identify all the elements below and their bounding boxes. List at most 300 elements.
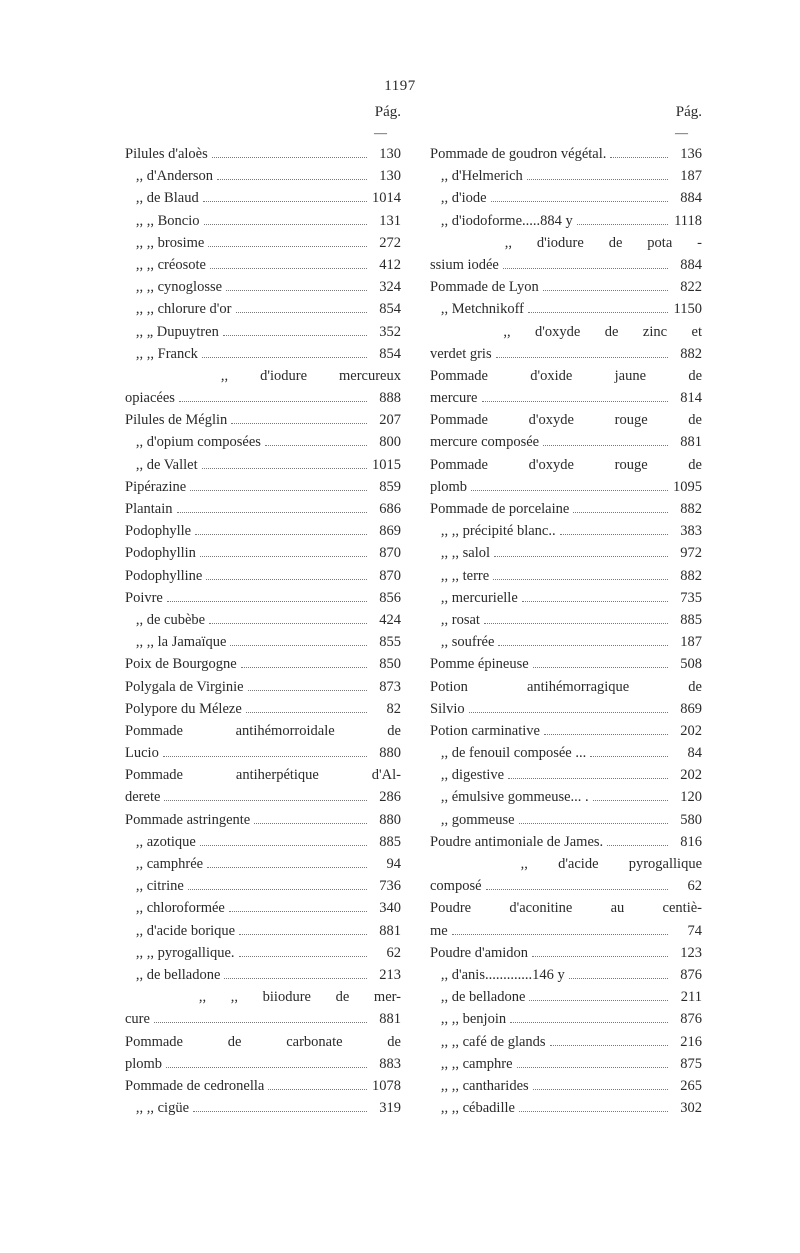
dot-leader [493, 579, 668, 580]
entry-label: ,, soufrée [430, 634, 495, 651]
index-entry [125, 989, 401, 1011]
index-entry [125, 412, 401, 434]
entry-page-number: 123 [680, 944, 702, 961]
index-entry [430, 279, 702, 301]
entry-label: ,, d'anis.............146 y [430, 966, 565, 983]
index-entry [430, 501, 702, 523]
dot-leader [510, 1022, 668, 1023]
entry-page-number: 131 [379, 212, 401, 229]
entry-page-number: 580 [680, 811, 702, 828]
index-entry [430, 390, 702, 412]
index-entry [125, 878, 401, 900]
entry-label: Potion carminative [430, 722, 540, 739]
right-column [430, 104, 702, 1122]
entry-page-number: 884 [680, 256, 702, 273]
entry-label: ssium iodée [430, 256, 499, 273]
entry-page-number: 84 [687, 745, 702, 762]
right-column-header: Pág. [675, 104, 702, 120]
entry-page-number: 130 [379, 146, 401, 162]
entry-page-number: 202 [680, 767, 702, 784]
dot-leader [593, 800, 668, 801]
entry-page-number: 286 [379, 789, 401, 806]
index-entry [430, 767, 702, 789]
dot-leader [231, 423, 367, 424]
entry-label: verdet gris [430, 345, 492, 362]
index-entry [430, 324, 702, 346]
entry-page-number: 130 [379, 168, 401, 185]
right-entry-list [430, 146, 702, 1122]
left-entry-list [125, 146, 401, 1122]
dot-leader [167, 601, 367, 602]
index-entry [430, 190, 702, 212]
dot-leader [195, 534, 367, 535]
dot-leader [212, 157, 367, 158]
entry-page-number: 885 [379, 833, 401, 850]
entry-page-number: 213 [379, 966, 401, 983]
index-entry [125, 701, 401, 723]
index-entry [125, 213, 401, 235]
index-entry [430, 1011, 702, 1033]
index-entry [125, 257, 401, 279]
entry-label: Pilules de Méglin [125, 412, 228, 429]
entry-label: ,, ,, brosime [125, 234, 205, 251]
entry-page-number: 881 [379, 922, 401, 939]
entry-label: ,, émulsive gommeuse... . [430, 789, 589, 806]
entry-label: ,, d'acide borique [125, 922, 236, 939]
entry-page-number: 62 [386, 944, 401, 961]
index-entry [430, 457, 702, 479]
entry-label: Pommade astringente [125, 811, 251, 828]
dot-leader [573, 512, 668, 513]
entry-page-number: 876 [680, 966, 702, 983]
dot-leader [193, 1111, 367, 1112]
dot-leader [532, 956, 668, 957]
entry-page-number: 882 [680, 567, 702, 584]
entry-label: Poudre antimoniale de James. [430, 833, 604, 850]
entry-label: ,, d'iodure mercureux [125, 367, 401, 384]
dot-leader [268, 1089, 367, 1090]
index-entry [125, 190, 401, 212]
dot-leader [471, 490, 668, 491]
entry-label: ,, ,, camphre [430, 1055, 513, 1072]
index-entry [125, 634, 401, 656]
dot-leader [200, 845, 367, 846]
index-entry [430, 146, 702, 168]
entry-page-number: 211 [680, 989, 702, 1006]
dot-leader [206, 579, 367, 580]
dot-leader [210, 268, 367, 269]
entry-label: ,, ,, café de glands [430, 1033, 546, 1050]
entry-page-number: 686 [379, 501, 401, 517]
entry-label: me [430, 922, 448, 939]
index-entry [430, 479, 702, 501]
entry-label: ,, chloroformée [125, 900, 225, 917]
entry-label: ,, d'Anderson [125, 168, 213, 185]
entry-page-number: 424 [379, 611, 401, 628]
entry-label: ,, ,, biiodure de mer- [125, 989, 401, 1006]
index-entry [430, 834, 702, 856]
index-entry [430, 989, 702, 1011]
entry-label: ,, ,, la Jamaïque [125, 634, 227, 651]
dot-leader [496, 357, 668, 358]
index-entry [430, 656, 702, 678]
entry-page-number: 352 [379, 323, 401, 340]
dot-leader [533, 667, 668, 668]
index-entry [125, 168, 401, 190]
dot-leader [491, 201, 668, 202]
entry-page-number: 885 [680, 611, 702, 628]
entry-page-number: 736 [379, 878, 401, 895]
entry-label: mercure [430, 390, 478, 407]
index-entry [125, 368, 401, 390]
entry-label: Pomme épineuse [430, 656, 529, 673]
entry-page-number: 882 [680, 501, 702, 517]
dot-leader [610, 157, 668, 158]
entry-label: opiacées [125, 390, 175, 407]
dot-leader [550, 1045, 668, 1046]
dot-leader [529, 1000, 668, 1001]
dot-leader [163, 756, 367, 757]
entry-page-number: 265 [680, 1077, 702, 1094]
entry-label: ,, digestive [430, 767, 505, 784]
index-entry [125, 923, 401, 945]
dot-leader [519, 823, 668, 824]
entry-label: Polypore du Méleze [125, 700, 242, 717]
index-entry [125, 679, 401, 701]
index-entry [430, 723, 702, 745]
dot-leader [503, 268, 668, 269]
dot-leader [484, 623, 668, 624]
index-entry [430, 945, 702, 967]
index-entry [125, 789, 401, 811]
entry-label: Poudre d'amidon [430, 944, 529, 961]
entry-page-number: 855 [379, 634, 401, 651]
index-entry [125, 767, 401, 789]
dot-leader [200, 556, 367, 557]
entry-page-number: 120 [680, 789, 702, 806]
entry-page-number: 875 [680, 1055, 702, 1072]
entry-page-number: 876 [680, 1011, 702, 1028]
index-entry [430, 412, 702, 434]
entry-label: ,, ,, cantharides [430, 1077, 529, 1094]
index-entry [430, 679, 702, 701]
entry-label: ,, azotique [125, 833, 196, 850]
entry-page-number: 62 [687, 878, 702, 895]
index-entry [125, 545, 401, 567]
index-entry [125, 856, 401, 878]
dot-leader [254, 823, 367, 824]
entry-page-number: 1150 [673, 301, 702, 318]
index-entry [125, 235, 401, 257]
entry-page-number: 187 [680, 168, 702, 185]
index-entry [430, 346, 702, 368]
entry-page-number: 814 [680, 390, 702, 407]
dot-leader [239, 956, 367, 957]
dot-leader [577, 224, 668, 225]
entry-label: Pommade de porcelaine [430, 501, 570, 517]
index-entry [430, 923, 702, 945]
index-entry [125, 568, 401, 590]
index-entry [430, 590, 702, 612]
entry-page-number: 735 [680, 589, 702, 606]
entry-label: Pilules d'aloès [125, 146, 208, 162]
index-entry [125, 523, 401, 545]
entry-page-number: 1095 [673, 478, 702, 495]
entry-label: ,, ,, Franck [125, 345, 198, 362]
entry-page-number: 1015 [372, 456, 401, 473]
dot-leader [177, 512, 367, 513]
index-entry [125, 812, 401, 834]
entry-label: ,, „ Dupuytren [125, 323, 219, 340]
entry-label: ,, ,, cigüe [125, 1100, 190, 1117]
entry-page-number: 207 [379, 412, 401, 429]
entry-page-number: 888 [379, 390, 401, 407]
index-entry [125, 1100, 401, 1122]
index-entry [430, 1034, 702, 1056]
index-entry [430, 701, 702, 723]
dot-leader [248, 690, 367, 691]
entry-label: ,, ,, Boncio [125, 212, 200, 229]
entry-label: Pommade d'oxide jaune de [430, 367, 702, 384]
dot-leader [482, 401, 669, 402]
index-entry [430, 789, 702, 811]
entry-page-number: 870 [379, 567, 401, 584]
dot-leader [209, 623, 367, 624]
page-number: 1197 [384, 78, 416, 94]
index-entry [125, 301, 401, 323]
index-entry [125, 479, 401, 501]
entry-page-number: 412 [379, 256, 401, 273]
dot-leader [246, 712, 367, 713]
entry-label: Pipérazine [125, 478, 187, 495]
entry-label: Pommade antiherpétique d'Al- [125, 767, 401, 784]
dot-leader [452, 934, 668, 935]
index-entry [430, 168, 702, 190]
entry-label: ,, d'Helmerich [430, 168, 523, 185]
entry-label: Podophyllin [125, 545, 196, 562]
entry-page-number: 319 [379, 1100, 401, 1117]
entry-label: ,, ,, pyrogallique. [125, 944, 235, 961]
dot-leader [224, 978, 367, 979]
entry-page-number: 508 [680, 656, 702, 673]
entry-label: ,, gommeuse [430, 811, 515, 828]
index-entry [125, 434, 401, 456]
index-entry [430, 545, 702, 567]
entry-page-number: 884 [680, 190, 702, 207]
entry-label: Pommade de cedronella [125, 1077, 265, 1094]
dot-leader [527, 179, 668, 180]
dot-leader [533, 1089, 668, 1090]
entry-page-number: 881 [680, 434, 702, 451]
index-entry [125, 1034, 401, 1056]
entry-label: cure [125, 1011, 150, 1028]
entry-page-number: 202 [680, 722, 702, 739]
index-entry [430, 235, 702, 257]
entry-page-number: 816 [680, 833, 702, 850]
entry-label: Pommade de goudron végétal. [430, 146, 607, 162]
dot-leader [208, 246, 367, 247]
index-entry [125, 279, 401, 301]
entry-label: ,, citrine [125, 878, 184, 895]
dot-leader [522, 601, 668, 602]
index-entry [430, 878, 702, 900]
entry-label: Plantain [125, 501, 173, 517]
index-entry [430, 967, 702, 989]
entry-label: ,, mercurielle [430, 589, 518, 606]
entry-label: Pommade antihémorroidale de [125, 722, 401, 739]
entry-page-number: 881 [379, 1011, 401, 1028]
dot-leader [202, 468, 367, 469]
index-entry [125, 1078, 401, 1100]
dot-leader [179, 401, 367, 402]
dot-leader [229, 911, 367, 912]
index-entry [125, 590, 401, 612]
index-entry [430, 856, 702, 878]
entry-label: Silvio [430, 700, 465, 717]
entry-label: mercure composée [430, 434, 540, 451]
left-column [125, 104, 401, 1122]
entry-label: ,, de fenouil composée ... [430, 745, 587, 762]
entry-page-number: 82 [386, 700, 401, 717]
dot-leader [486, 889, 668, 890]
index-entry [430, 745, 702, 767]
dot-leader [188, 889, 367, 890]
entry-label: ,, ,, salol [430, 545, 491, 562]
dot-leader [166, 1067, 367, 1068]
dot-leader [560, 534, 668, 535]
entry-label: Pommade de Lyon [430, 279, 539, 296]
entry-label: Pommade d'oxyde rouge de [430, 412, 702, 429]
entry-page-number: 74 [687, 922, 702, 939]
entry-page-number: 856 [379, 589, 401, 606]
entry-page-number: 869 [680, 700, 702, 717]
entry-page-number: 822 [680, 279, 702, 296]
entry-label: ,, d'iode [430, 190, 487, 207]
dot-leader [508, 778, 668, 779]
index-entry [430, 900, 702, 922]
entry-label: ,, Metchnikoff [430, 301, 524, 318]
index-entry [430, 634, 702, 656]
index-entry [430, 368, 702, 390]
index-entry [125, 457, 401, 479]
entry-page-number: 880 [379, 745, 401, 762]
dot-leader [154, 1022, 367, 1023]
entry-label: ,, ,, chlorure d'or [125, 301, 232, 318]
index-entry [125, 1056, 401, 1078]
entry-label: Podophylle [125, 523, 192, 540]
entry-page-number: 882 [680, 345, 702, 362]
entry-page-number: 880 [379, 811, 401, 828]
entry-label: ,, ,, terre [430, 567, 490, 584]
left-column-header: Pág. [374, 104, 401, 120]
dot-leader [217, 179, 367, 180]
dot-leader [498, 645, 668, 646]
dot-leader [543, 445, 668, 446]
dot-leader [202, 357, 367, 358]
entry-label: ,, ,, cébadille [430, 1100, 515, 1117]
entry-label: plomb [430, 478, 468, 495]
dot-leader [528, 312, 668, 313]
index-entry [125, 745, 401, 767]
index-entry [125, 900, 401, 922]
entry-page-number: 883 [379, 1055, 401, 1072]
dot-leader [517, 1067, 668, 1068]
index-entry [430, 612, 702, 634]
entry-label: ,, d'oxyde de zinc et [430, 323, 702, 340]
index-entry [430, 568, 702, 590]
entry-page-number: 869 [379, 523, 401, 540]
entry-label: Lucio [125, 745, 159, 762]
index-entry [125, 346, 401, 368]
dot-leader [236, 312, 368, 313]
entry-label: composé [430, 878, 482, 895]
entry-page-number: 850 [379, 656, 401, 673]
index-entry [430, 1078, 702, 1100]
index-entry [125, 967, 401, 989]
entry-label: Poix de Bourgogne [125, 656, 237, 673]
entry-page-number: 972 [680, 545, 702, 562]
dot-leader [207, 867, 367, 868]
dot-leader [543, 290, 668, 291]
entry-label: plomb [125, 1055, 163, 1072]
dot-leader [544, 734, 668, 735]
entry-page-number: 324 [379, 279, 401, 296]
index-entry [430, 213, 702, 235]
index-entry [125, 656, 401, 678]
dot-leader [226, 290, 367, 291]
index-entry [125, 1011, 401, 1033]
index-entry [125, 723, 401, 745]
dot-leader [164, 800, 367, 801]
entry-label: ,, de belladone [125, 966, 221, 983]
dot-leader [204, 224, 367, 225]
entry-label: ,, de Blaud [125, 190, 199, 207]
index-entry [430, 1100, 702, 1122]
entry-label: derete [125, 789, 161, 806]
dot-leader [223, 335, 367, 336]
entry-page-number: 302 [680, 1100, 702, 1117]
entry-label: ,, ,, benjoin [430, 1011, 507, 1028]
entry-label: Polygala de Virginie [125, 678, 244, 695]
entry-page-number: 859 [379, 478, 401, 495]
index-entry [430, 812, 702, 834]
index-entry [430, 257, 702, 279]
index-entry [125, 501, 401, 523]
entry-page-number: 800 [379, 434, 401, 451]
entry-label: Pommade d'oxyde rouge de [430, 456, 702, 473]
entry-page-number: 870 [379, 545, 401, 562]
dot-leader [569, 978, 668, 979]
dot-leader [590, 756, 668, 757]
entry-page-number: 94 [386, 856, 401, 872]
dot-leader [241, 667, 367, 668]
dot-leader [607, 845, 668, 846]
dot-leader [519, 1111, 668, 1112]
entry-label: ,, ,, cynoglosse [125, 279, 223, 296]
index-entry [125, 324, 401, 346]
dot-leader [190, 490, 367, 491]
entry-label: ,, de Vallet [125, 456, 198, 473]
entry-label: ,, ,, précipité blanc.. [430, 523, 556, 540]
entry-label: ,, d'acide pyrogallique [430, 856, 702, 872]
entry-page-number: 854 [379, 345, 401, 362]
dot-leader [239, 934, 367, 935]
entry-label: Poudre d'aconitine au centiè- [430, 900, 702, 917]
entry-label: Podophylline [125, 567, 203, 584]
entry-page-number: 1078 [372, 1077, 401, 1094]
entry-label: ,, ,, créosote [125, 256, 206, 273]
entry-page-number: 216 [680, 1033, 702, 1050]
